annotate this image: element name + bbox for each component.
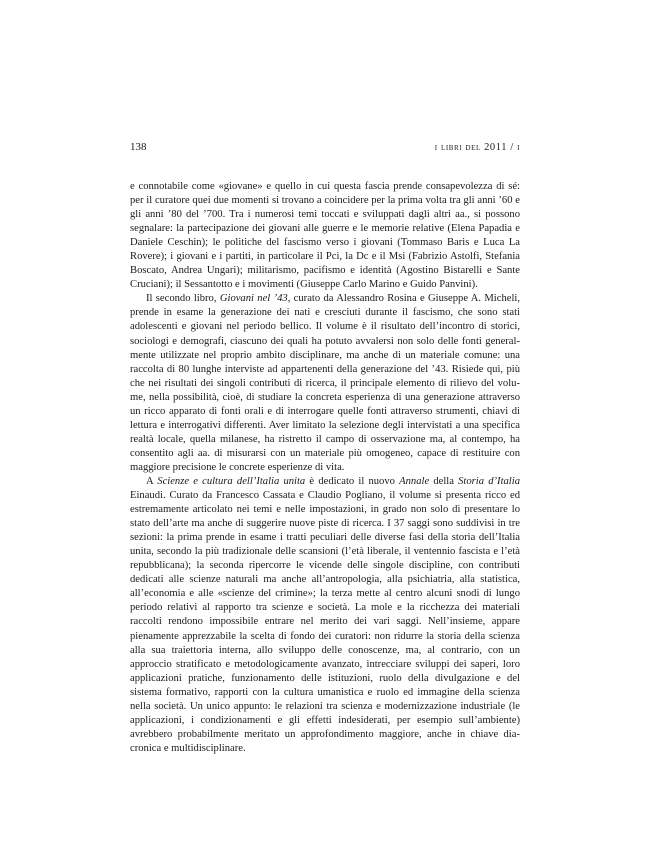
- italic-title: Giovani nel ’43: [219, 293, 288, 305]
- paragraph: [130, 475, 520, 756]
- paragraph: [130, 292, 520, 475]
- text-run: è dedicato il nuovo: [305, 475, 400, 487]
- running-head: i libri del 2011 / i: [434, 142, 520, 153]
- italic-title: Storia d’Italia: [458, 475, 520, 487]
- text-run: A: [146, 475, 158, 487]
- text-run: , curato da Alessandro Rosina e Giuseppe A. Micheli, prende in esame la generazione dei nati e cresciuti durante il fascismo, che sono stati adolescenti e giovani nel periodo bellico. Il volume è il risultato dell’incontro di storici, sociologi e demografi, ciascuno dei quali ha potuto avvalersi non solo delle fonti generalmente utilizzate nel proprio ambito disciplinare, ma anche di un materiale comune: una raccolta di 80 lunghe interviste ad appartenenti della generazione del ’43. Risiede qui, più che nei risultati dei singoli contributi di ricerca, il principale elemento di rilievo del volume, nella possibilità, cioè, di studiare la concreta esperienza di una generazione attraverso un ricco apparato di fonti orali e di interrogare quelle fonti attraverso strumenti, chiavi di lettura e interrogativi differenti. Aver limitato la selezione degli intervistati a una specifica realtà locale, quella milanese, ha ristretto il campo di osservazione ma, al contempo, ha consentito agli aa. di misurarsi con un materiale più omogeneo, capace di restituire con maggiore precisione le concrete esperienze di vita.: [130, 293, 520, 473]
- paragraph: [130, 180, 520, 292]
- italic-title: Scienze e cultura dell’Italia unita: [157, 475, 306, 487]
- italic-title: Annale: [399, 475, 430, 487]
- text-run: Einaudi. Curato da Francesco Cassata e Claudio Pogliano, il volume si presenta ricco ed estremamente articolato nei temi e nelle impostazioni, in grado non solo di presentare lo stato dell’arte ma anche di suggerire nuove piste di ricerca. I 37 saggi sono suddivisi in tre sezioni: la prima prende in esame i tratti peculiari delle diverse fasi della storia dell’Italia unita, secondo la più tradizionale delle scansioni (l’età liberale, il ventennio fascista e l’età repubblicana); la seconda ripercorre le vicende delle singole discipline, con contributi dedicati alle scienze naturali ma anche all’antropologia, alla psichiatria, alla statistica, all’economia e alle «scienze del crimine»; la terza mette al centro alcuni snodi di lungo periodo relativi al rapporto tra scienze e società. La mole e la ricchezza dei materiali raccolti rendono impossibile entrare nel merito dei vari saggi. Nell’insieme, appare pienamente apprezzabile la scelta di fondo dei curatori: non ridurre la storia della scienza alla sua traiettoria interna, allo sviluppo delle conoscenze, ma, al contrario, con un approccio stratificato e metodologicamente avanzato, intrecciare sviluppi dei saperi, loro applicazioni pratiche, funzionamento delle istituzioni, ruolo della divulgazione e del sistema formativo, rapporti con la cultura umanistica e ruolo ed immagine della scienza nella società. Un unico appunto: le relazioni tra scienza e modernizzazione industriale (le applicazioni, i condizionamenti e gli effetti indesiderati, per esempio sull’ambiente) avrebbero probabilmente meritato un approfondimento maggiore, anche in chiave diacronica e multidisciplinare.: [130, 490, 520, 754]
- body-text: [130, 180, 520, 756]
- text-run: Il secondo libro,: [146, 293, 220, 305]
- book-page: [130, 140, 520, 756]
- text-run: della: [429, 475, 459, 487]
- page-number: 138: [130, 141, 147, 153]
- text-run: e connotabile come «giovane» e quello in cui questa fascia prende consapevolezza di sé: per il curatore quei due momenti si trovano a coincidere per la prima volta tra gli anni ’60 e gli anni ’80 del ’700. Tra i numerosi temi toccati e sviluppati dagli altri aa., si possono segnalare: la partecipazione dei giovani alle guerre e le memorie relative (Elena Papadia e Daniele Ceschin); le politiche del fascismo verso i giovani (Tommaso Baris e Luca La Rovere); i giovani e i partiti, in particolare il Pci, la Dc e il Msi (Fabrizio Astolfi, Stefania Boscato, Andrea Ungari); militarismo, pacifismo e identità (Agostino Bistarelli e Sante Cruciani); il Sessantotto e i movimenti (Giuseppe Carlo Marino e Guido Panvini).: [130, 181, 520, 291]
- page-header: [130, 140, 520, 154]
